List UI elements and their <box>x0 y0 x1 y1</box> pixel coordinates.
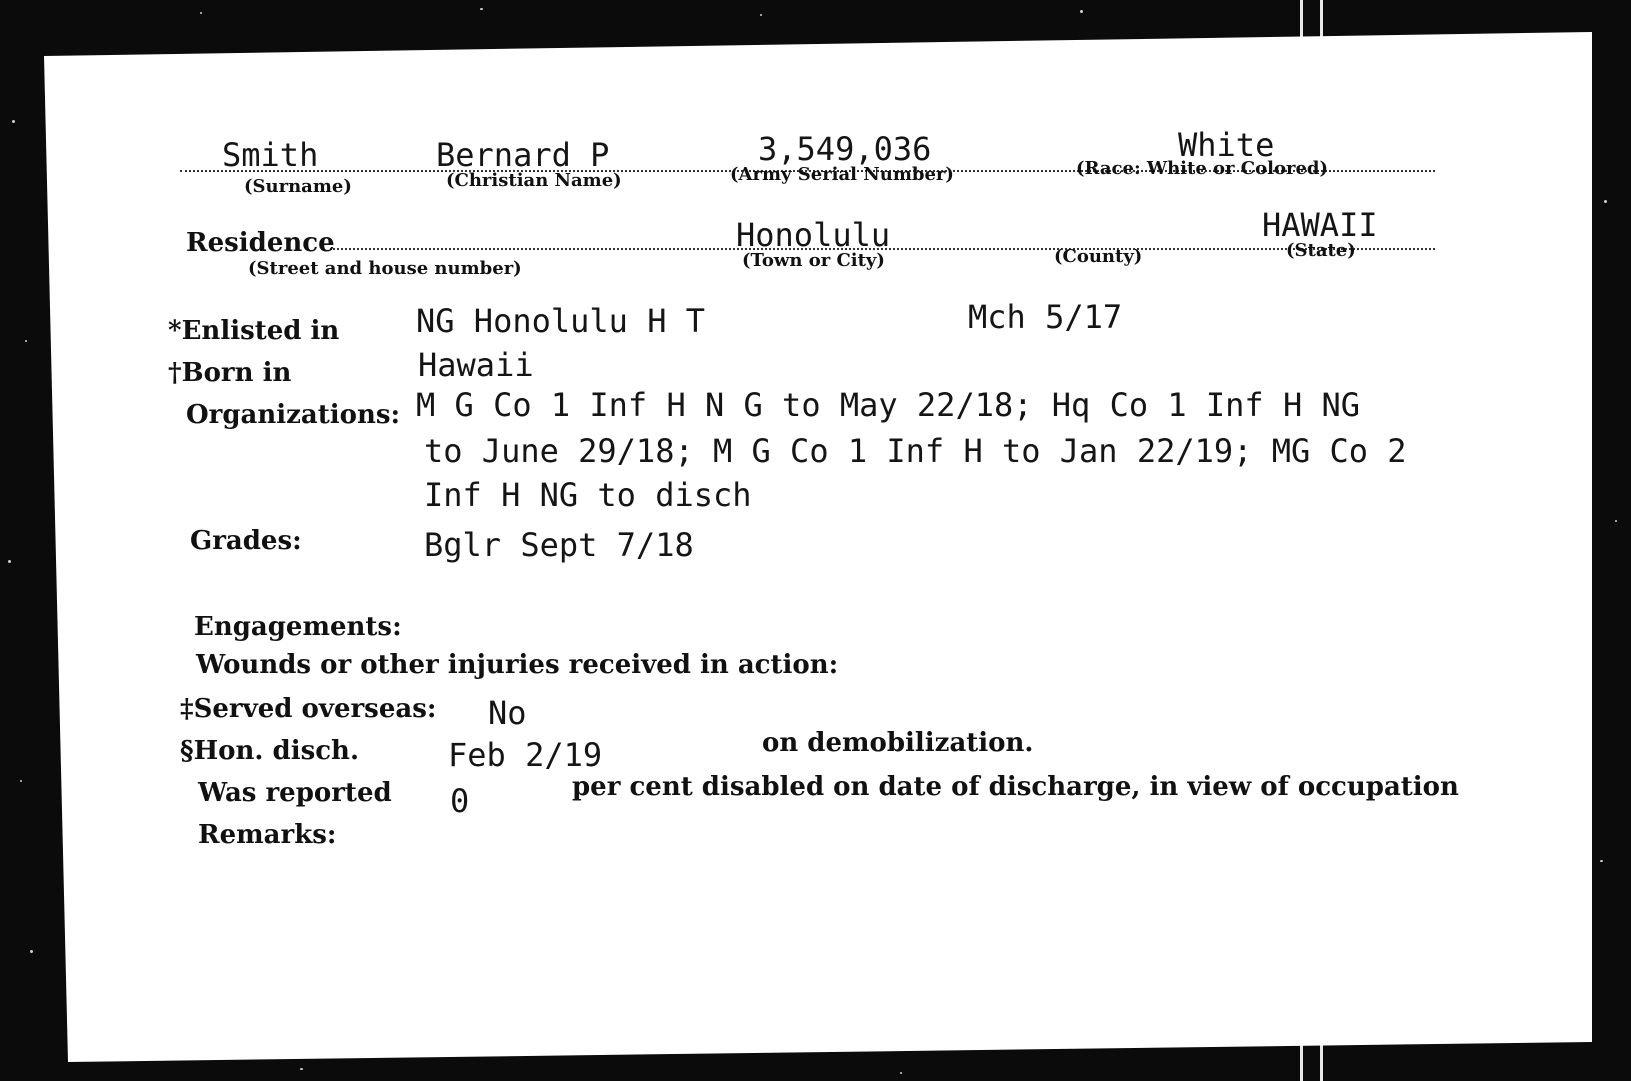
engagements-label: Engagements: <box>194 612 402 642</box>
reported-suffix: per cent disabled on date of discharge, in view of occupation <box>572 772 1459 802</box>
enlisted-place: NG Honolulu H T <box>416 302 705 340</box>
enlisted-date: Mch 5/17 <box>968 298 1123 336</box>
serial-number-caption: (Army Serial Number) <box>730 164 954 185</box>
born-value: Hawaii <box>418 346 534 384</box>
serial-number-value: 3,549,036 <box>758 130 932 168</box>
race-caption: (Race: White or Colored) <box>1076 158 1329 179</box>
discharge-suffix: on demobilization. <box>762 728 1034 758</box>
reported-label: Was reported <box>198 778 392 808</box>
grades-label: Grades: <box>190 526 302 556</box>
served-overseas-label: ‡Served overseas: <box>180 694 437 724</box>
town-caption: (Town or City) <box>742 250 885 271</box>
organizations-line: Inf H NG to disch <box>424 476 752 514</box>
served-overseas-value: No <box>488 694 527 732</box>
organizations-label: Organizations: <box>186 400 401 430</box>
residence-label: Residence <box>186 228 335 258</box>
discharge-date: Feb 2/19 <box>448 736 603 774</box>
born-label: †Born in <box>168 358 292 388</box>
christian-name-caption: (Christian Name) <box>446 170 622 191</box>
county-caption: (County) <box>1054 246 1143 267</box>
state-value: HAWAII <box>1262 206 1378 244</box>
wounds-label: Wounds or other injuries received in action: <box>196 650 839 680</box>
organizations-line: to June 29/18; M G Co 1 Inf H to Jan 22/19; MG Co 2 <box>424 432 1407 470</box>
organizations-line: M G Co 1 Inf H N G to May 22/18; Hq Co 1 Inf H NG <box>416 386 1361 424</box>
discharge-label: §Hon. disch. <box>180 736 359 766</box>
surname-caption: (Surname) <box>244 176 352 197</box>
grades-value: Bglr Sept 7/18 <box>424 526 694 564</box>
enlisted-label: *Enlisted in <box>168 316 340 346</box>
state-caption: (State) <box>1286 240 1356 261</box>
race-value: White <box>1178 126 1275 164</box>
remarks-label: Remarks: <box>198 820 337 850</box>
christian-name-value: Bernard P <box>436 136 610 174</box>
street-caption: (Street and house number) <box>248 258 522 279</box>
reported-percent: 0 <box>450 782 470 820</box>
town-value: Honolulu <box>736 216 891 254</box>
surname-value: Smith <box>222 136 319 174</box>
